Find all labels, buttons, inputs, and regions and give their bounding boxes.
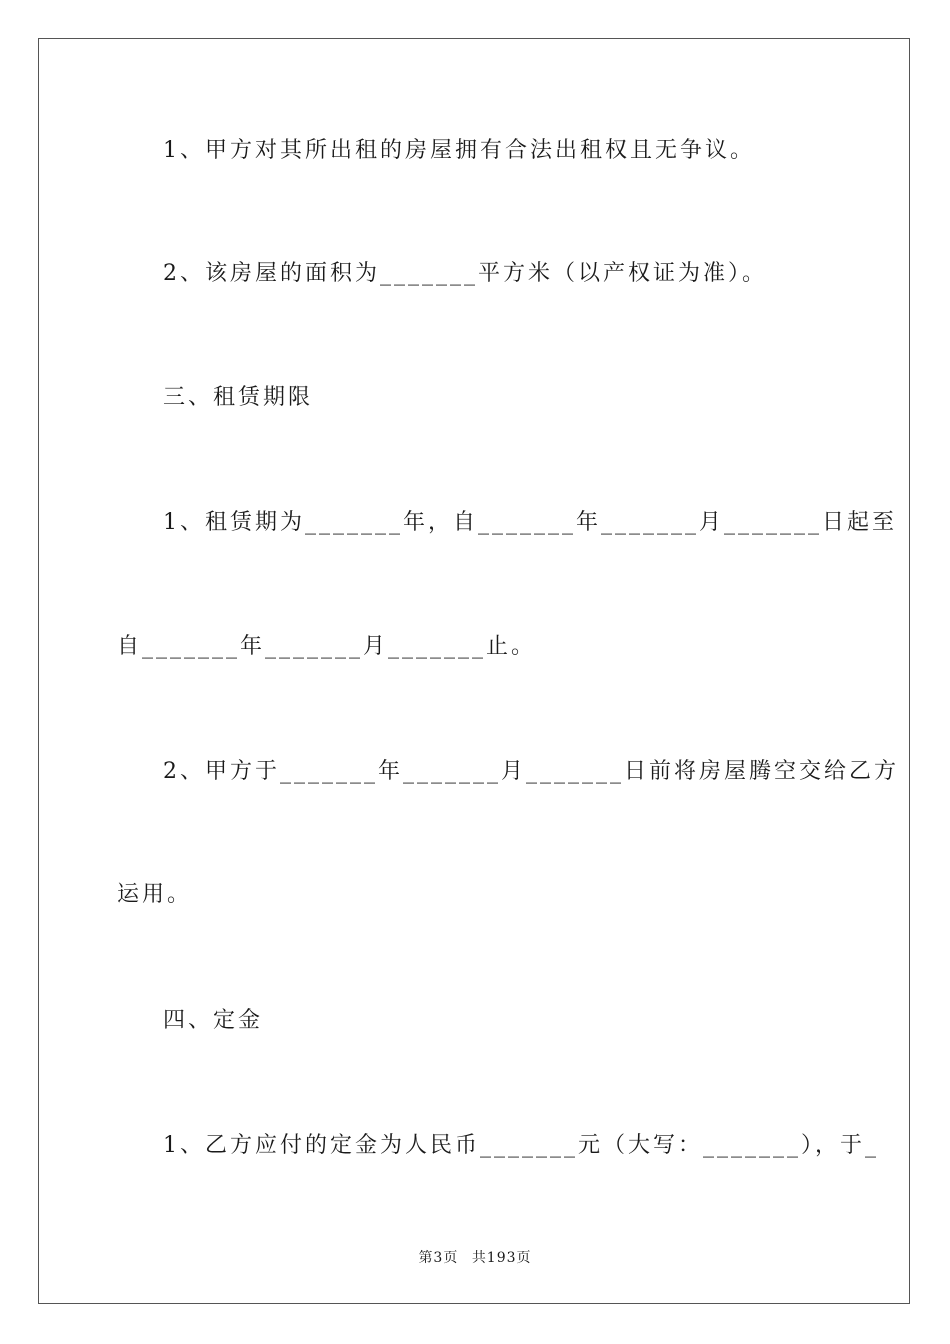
paragraph-lease-period-end: 自_______年_______月_______止。 bbox=[117, 634, 537, 659]
section-heading-deposit: 四、定金 bbox=[163, 1008, 264, 1033]
total-page-count: 共193页 bbox=[471, 1250, 532, 1266]
paragraph-deposit-amount: 1、乙方应付的定金为人民币_______元（大写：_______），于_ bbox=[163, 1133, 879, 1158]
paragraph-lease-period: 1、租赁期为_______年，自_______年_______月_______日起至 bbox=[163, 510, 897, 535]
current-page-number: 第3页 bbox=[418, 1250, 459, 1266]
paragraph-ownership: 1、甲方对其所出租的房屋拥有合法出租权且无争议。 bbox=[163, 138, 755, 163]
section-heading-lease-term: 三、租赁期限 bbox=[163, 385, 314, 410]
paragraph-handover: 2、甲方于_______年_______月_______日前将房屋腾空交给乙方 bbox=[163, 759, 899, 784]
page-footer bbox=[0, 1247, 950, 1267]
paragraph-area: 2、该房屋的面积为_______平方米（以产权证为准）。 bbox=[163, 261, 767, 286]
paragraph-handover-end: 运用。 bbox=[117, 882, 193, 907]
page-border bbox=[38, 38, 910, 1304]
